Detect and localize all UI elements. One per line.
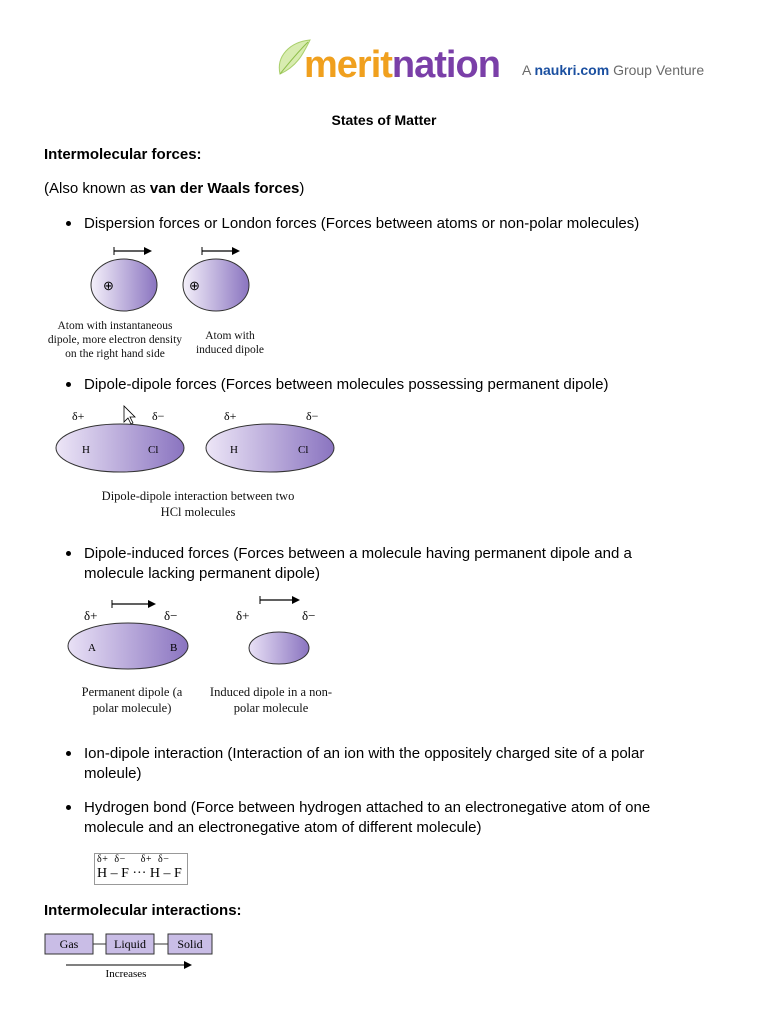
- dispersion-caption-left: Atom with instantaneous dipole, more electron density on the right hand side: [47, 320, 183, 360]
- atom-h-label: H: [82, 444, 90, 456]
- bullet-dot: [66, 551, 71, 556]
- hbond-formula: H – F ··· H – F: [97, 866, 182, 881]
- cursor-icon: [124, 406, 135, 424]
- hbond-deltas: δ+ δ− δ+ δ−: [97, 854, 170, 865]
- nucleus-plus-icon: ⊕: [103, 278, 114, 293]
- atom-cl-label: Cl: [148, 444, 159, 456]
- non-polar-molecule: [249, 632, 309, 664]
- delta-minus-label: δ−: [164, 608, 178, 623]
- permanent-dipole-arrow: [112, 600, 156, 608]
- atom-instantaneous-dipole: [91, 259, 157, 311]
- hcl-molecule-2: [206, 424, 334, 472]
- dispersion-caption-right: Atom with induced dipole: [195, 330, 265, 356]
- increases-label: Increases: [105, 968, 147, 980]
- meritnation-logo: [268, 34, 728, 98]
- logo-wordmark: meritnation: [304, 44, 500, 86]
- section-heading-intermolecular-forces: Intermolecular forces:: [44, 146, 202, 163]
- box-solid-label: Solid: [177, 937, 203, 951]
- delta-minus-label: δ−: [302, 608, 316, 623]
- atom-b-label: B: [170, 642, 178, 654]
- dipole-dipole-figure: [50, 404, 350, 480]
- hydrogen-bond-figure: [94, 853, 188, 885]
- interactions-figure: [44, 932, 224, 982]
- bullet-dot: [66, 805, 71, 810]
- bullet-dot: [66, 751, 71, 756]
- induced-dipole-arrow: [202, 247, 240, 255]
- delta-minus-label: δ−: [152, 409, 165, 423]
- atom-a-label: A: [88, 642, 96, 654]
- delta-minus-label: δ−: [306, 409, 319, 423]
- logo-tagline: A naukri.com Group Venture: [522, 62, 705, 78]
- box-liquid-label: Liquid: [114, 937, 146, 951]
- delta-plus-label: δ+: [84, 608, 98, 623]
- bullet-dot: [66, 221, 71, 226]
- induced-dipole-arrow: [260, 596, 300, 604]
- dipole-induced-caption-right: Induced dipole in a non-polar molecule: [209, 685, 333, 715]
- dipole-dipole-caption: Dipole-dipole interaction between two HCl molecules: [101, 489, 295, 519]
- page-title: States of Matter: [331, 112, 437, 128]
- also-known-text: (Also known as van der Waals forces): [44, 180, 305, 197]
- section-heading-intermolecular-interactions: Intermolecular interactions:: [44, 902, 242, 919]
- dipole-induced-caption-left: Permanent dipole (a polar molecule): [81, 685, 183, 715]
- atom-cl-label: Cl: [298, 444, 309, 456]
- delta-plus-label: δ+: [224, 409, 237, 423]
- delta-plus-label: δ+: [236, 608, 250, 623]
- box-gas-label: Gas: [59, 937, 79, 951]
- delta-plus-label: δ+: [72, 409, 85, 423]
- dipole-induced-figure: [64, 594, 344, 674]
- bullet-dot: [66, 382, 71, 387]
- dispersion-figure: [80, 244, 280, 316]
- atom-h-label: H: [230, 444, 238, 456]
- instantaneous-dipole-arrow: [114, 247, 152, 255]
- hcl-molecule-1: [56, 424, 184, 472]
- nucleus-plus-icon: ⊕: [189, 278, 200, 293]
